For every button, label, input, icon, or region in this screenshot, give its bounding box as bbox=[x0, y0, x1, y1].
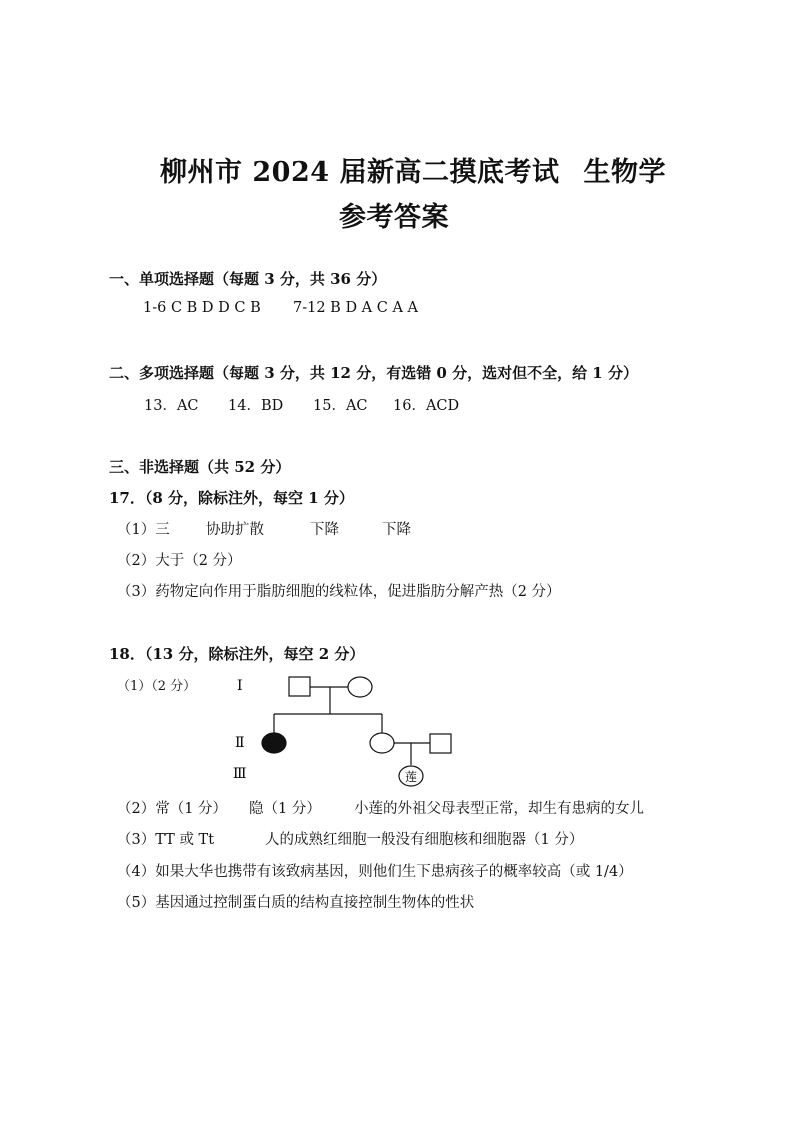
title-subject: 生物学 bbox=[583, 157, 666, 188]
section2-answer: 15．AC bbox=[313, 398, 368, 414]
section2-heading: 二、多项选择题（每题 3 分，共 12 分，有选错 0 分，选对但不全，给 1 分） bbox=[109, 364, 638, 382]
q17-p1-answer: 协助扩散 bbox=[206, 522, 264, 538]
q17-p3: （3）药物定向作用于脂肪细胞的线粒体，促进脂肪分解产热（2 分） bbox=[117, 584, 561, 600]
section2-answer: 13．AC bbox=[144, 398, 199, 414]
mother-female-symbol bbox=[370, 733, 394, 753]
grandfather-male-symbol bbox=[289, 677, 310, 696]
q18-p1-label: （1）（2 分） bbox=[117, 679, 197, 694]
pedigree-diagram bbox=[225, 668, 465, 793]
section1-heading: 一、单项选择题（每题 3 分，共 36 分） bbox=[109, 270, 387, 288]
section1-answers-a: 1-6 C B D D C B bbox=[143, 300, 261, 316]
section1-answers-b: 7-12 B D A C A A bbox=[293, 300, 419, 316]
q17-p1-answer: （1）三 bbox=[117, 522, 170, 538]
proband-label: 莲 bbox=[404, 770, 418, 784]
generation-II-label: Ⅱ bbox=[235, 735, 245, 751]
father-male-symbol bbox=[430, 734, 451, 753]
affected-female-symbol bbox=[262, 733, 286, 753]
generation-III-label: Ⅲ bbox=[233, 766, 247, 782]
q18-heading: 18．（13 分，除标注外，每空 2 分） bbox=[109, 645, 365, 663]
q17-heading: 17．（8 分，除标注外，每空 1 分） bbox=[109, 489, 354, 507]
section2-answer: 16．ACD bbox=[393, 398, 460, 414]
q18-p4: （4）如果大华也携带有该致病基因，则他们生下患病孩子的概率较高（或 1/4） bbox=[117, 864, 633, 880]
q18-p5: （5）基因通过控制蛋白质的结构直接控制生物体的性状 bbox=[117, 895, 475, 911]
section3-heading: 三、非选择题（共 52 分） bbox=[109, 458, 291, 476]
q18-p2-answer: （2）常（1 分） bbox=[117, 801, 228, 817]
title-main: 柳州市 2024 届新高二摸底考试 bbox=[160, 157, 560, 188]
section2-answer: 14．BD bbox=[228, 398, 284, 414]
page-subtitle: 参考答案 bbox=[339, 202, 449, 233]
generation-I-label: Ⅰ bbox=[237, 678, 243, 694]
q17-p1-answer: 下降 bbox=[310, 522, 339, 538]
grandmother-female-symbol bbox=[348, 677, 372, 697]
q18-p3-answer: （3）TT 或 Tt bbox=[117, 832, 215, 848]
q18-p2-reason: 小莲的外祖父母表型正常，却生有患病的女儿 bbox=[354, 801, 644, 817]
q17-p1-answer: 下降 bbox=[382, 522, 411, 538]
q18-p2-answer: 隐（1 分） bbox=[249, 801, 321, 817]
q18-p3-reason: 人的成熟红细胞一般没有细胞核和细胞器（1 分） bbox=[265, 832, 584, 848]
q17-p2: （2）大于（2 分） bbox=[117, 553, 242, 569]
page-title bbox=[160, 150, 666, 189]
